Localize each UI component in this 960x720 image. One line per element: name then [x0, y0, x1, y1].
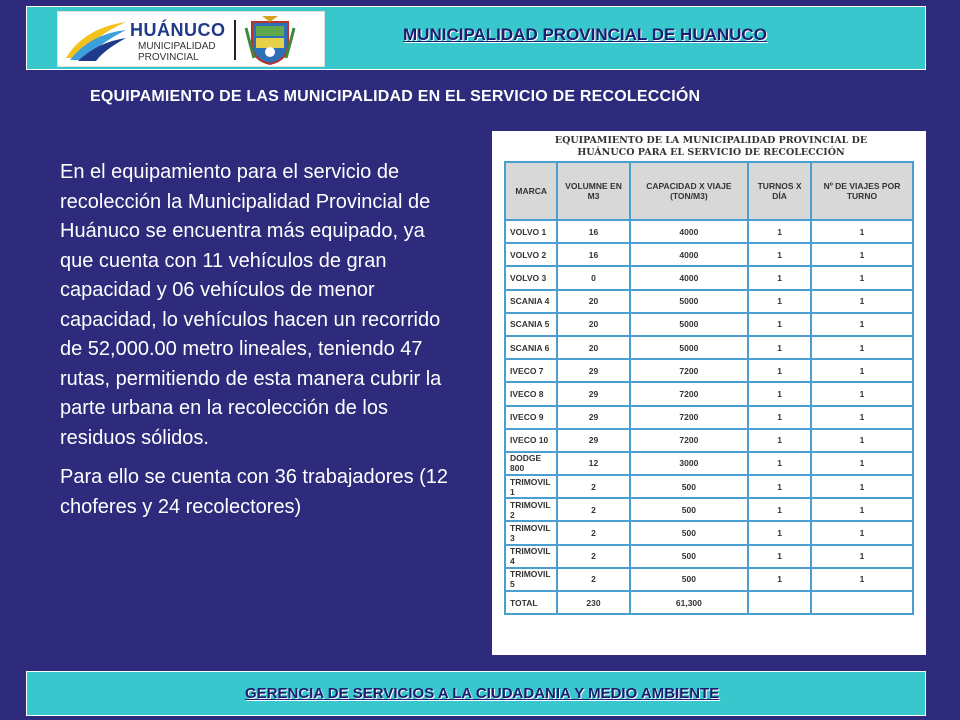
body-paragraph-2: Para ello se cuenta con 36 trabajadores (12 choferes y 24 recolectores): [60, 466, 449, 518]
table-cell: 1: [811, 290, 913, 313]
table-cell: DODGE 800: [505, 452, 557, 475]
table-cell: SCANIA 5: [505, 313, 557, 336]
table-cell: 1: [811, 382, 913, 405]
table-cell: 1: [811, 568, 913, 591]
table-cell: 1: [811, 359, 913, 382]
table-cell: 1: [748, 521, 811, 544]
table-cell: 4000: [630, 243, 749, 266]
table-row: [505, 429, 913, 452]
table-cell: 1: [811, 266, 913, 289]
table-cell: 1: [811, 406, 913, 429]
table-cell: VOLVO 2: [505, 243, 557, 266]
table-cell: 7200: [630, 429, 749, 452]
table-cell: 29: [557, 406, 629, 429]
table-cell: 12: [557, 452, 629, 475]
table-cell: 5000: [630, 313, 749, 336]
table-cell: 500: [630, 568, 749, 591]
logo-title: HUÁNUCO: [130, 20, 226, 40]
table-cell: 1: [748, 313, 811, 336]
table-cell: 500: [630, 545, 749, 568]
table-cell: [748, 591, 811, 614]
table-cell: 20: [557, 336, 629, 359]
table-cell: 29: [557, 382, 629, 405]
logo-divider: [234, 20, 236, 60]
table-cell: 7200: [630, 406, 749, 429]
table-cell: [811, 591, 913, 614]
table-cell: 1: [811, 452, 913, 475]
table-cell: 1: [748, 359, 811, 382]
table-cell: 29: [557, 429, 629, 452]
table-total-row: [505, 591, 913, 614]
municipality-logo: [57, 11, 325, 67]
table-caption-line-2: HUÁNUCO PARA EL SERVICIO DE RECOLECCIÓN: [577, 147, 845, 158]
table-row: [505, 452, 913, 475]
table-row: [505, 545, 913, 568]
logo-subtitle: [138, 41, 216, 63]
table-caption-line-1: EQUIPAMIENTO DE LA MUNICIPALIDAD PROVINCIAL DE: [554, 135, 868, 146]
table-row: [505, 336, 913, 359]
table-caption: [504, 135, 918, 161]
table-cell: VOLVO 1: [505, 220, 557, 243]
table-header-cell: VOLUMNE EN M3: [557, 162, 629, 220]
table-cell: 1: [748, 266, 811, 289]
table-cell: 1: [811, 220, 913, 243]
table-cell: 2: [557, 498, 629, 521]
table-cell: 2: [557, 568, 629, 591]
coat-of-arms-icon: [242, 14, 298, 66]
table-cell: TRIMOVIL 2: [505, 498, 557, 521]
table-row: [505, 266, 913, 289]
table-cell: 1: [811, 313, 913, 336]
table-cell: 1: [748, 545, 811, 568]
table-row: [505, 382, 913, 405]
table-cell: TRIMOVIL 5: [505, 568, 557, 591]
table-cell: 1: [811, 429, 913, 452]
table-cell: IVECO 8: [505, 382, 557, 405]
table-cell: 1: [811, 243, 913, 266]
logo-subtitle-line-1: MUNICIPALIDAD: [138, 41, 216, 52]
table-cell: TRIMOVIL 4: [505, 545, 557, 568]
header-bar: [26, 6, 926, 70]
table-cell: IVECO 9: [505, 406, 557, 429]
table-cell: 20: [557, 290, 629, 313]
table-row: [505, 475, 913, 498]
table-cell: 1: [748, 243, 811, 266]
table-cell: 500: [630, 498, 749, 521]
table-cell: 1: [748, 382, 811, 405]
table-cell: 3000: [630, 452, 749, 475]
table-cell: 1: [811, 336, 913, 359]
table-cell: 5000: [630, 336, 749, 359]
table-cell: 20: [557, 313, 629, 336]
table-header-cell: CAPACIDAD X VIAJE (TON/M3): [630, 162, 749, 220]
table-cell: IVECO 10: [505, 429, 557, 452]
footer-bar: [26, 671, 926, 716]
table-cell: 230: [557, 591, 629, 614]
table-cell: 500: [630, 521, 749, 544]
header-title: MUNICIPALIDAD PROVINCIAL DE HUANUCO: [403, 25, 767, 44]
logo-subtitle-line-2: PROVINCIAL: [138, 52, 199, 63]
table-cell: 0: [557, 266, 629, 289]
table-cell: 500: [630, 475, 749, 498]
table-cell: SCANIA 4: [505, 290, 557, 313]
table-cell: 1: [748, 452, 811, 475]
table-cell: 1: [811, 545, 913, 568]
table-cell: 7200: [630, 359, 749, 382]
table-header-cell: TURNOS X DÍA: [748, 162, 811, 220]
table-cell: IVECO 7: [505, 359, 557, 382]
table-cell: 2: [557, 521, 629, 544]
table-cell: 5000: [630, 290, 749, 313]
table-cell: 16: [557, 220, 629, 243]
table-cell: 1: [811, 498, 913, 521]
equipment-table: [504, 161, 914, 615]
table-cell: 1: [748, 498, 811, 521]
table-row: [505, 290, 913, 313]
table-header-cell: Nº DE VIAJES POR TURNO: [811, 162, 913, 220]
table-cell: 1: [748, 336, 811, 359]
table-header-row: [505, 162, 913, 220]
table-header-cell: MARCA: [505, 162, 557, 220]
section-title: EQUIPAMIENTO DE LAS MUNICIPALIDAD EN EL SERVICIO DE RECOLECCIÓN: [90, 88, 701, 105]
table-row: [505, 359, 913, 382]
logo-swoosh-icon: [64, 18, 128, 62]
body-text: [60, 158, 460, 532]
table-cell: 4000: [630, 266, 749, 289]
equipment-table-image: [492, 131, 926, 655]
table-row: [505, 243, 913, 266]
table-cell: 61,300: [630, 591, 749, 614]
table-cell: SCANIA 6: [505, 336, 557, 359]
table-row: [505, 406, 913, 429]
table-cell: 16: [557, 243, 629, 266]
table-cell: 1: [811, 521, 913, 544]
table-row: [505, 313, 913, 336]
table-cell: 1: [748, 429, 811, 452]
table-row: [505, 498, 913, 521]
table-cell: 2: [557, 475, 629, 498]
table-cell: 1: [748, 290, 811, 313]
table-cell: 4000: [630, 220, 749, 243]
table-cell: TOTAL: [505, 591, 557, 614]
table-cell: VOLVO 3: [505, 266, 557, 289]
table-cell: 1: [748, 475, 811, 498]
table-cell: TRIMOVIL 1: [505, 475, 557, 498]
table-cell: 1: [748, 568, 811, 591]
footer-text: GERENCIA DE SERVICIOS A LA CIUDADANIA Y MEDIO AMBIENTE: [245, 685, 720, 702]
table-cell: 1: [748, 220, 811, 243]
table-cell: 29: [557, 359, 629, 382]
table-row: [505, 568, 913, 591]
body-paragraph-1: En el equipamiento para el servicio de recolección la Municipalidad Provincial de Huánuco se encuentra más equipado, ya que cuenta con 11 vehículos de gran capacidad y 06 vehículos de menor capacidad, lo vehículos hacen un recorrido de 52,000.00 metro lineales, teniendo 47 rutas, permitiendo de esta manera cubrir la parte urbana en la recolección de los residuos sólidos.: [60, 161, 442, 449]
table-cell: 7200: [630, 382, 749, 405]
table-cell: TRIMOVIL 3: [505, 521, 557, 544]
table-cell: 1: [748, 406, 811, 429]
table-row: [505, 521, 913, 544]
table-cell: 1: [811, 475, 913, 498]
table-cell: 2: [557, 545, 629, 568]
table-row: [505, 220, 913, 243]
